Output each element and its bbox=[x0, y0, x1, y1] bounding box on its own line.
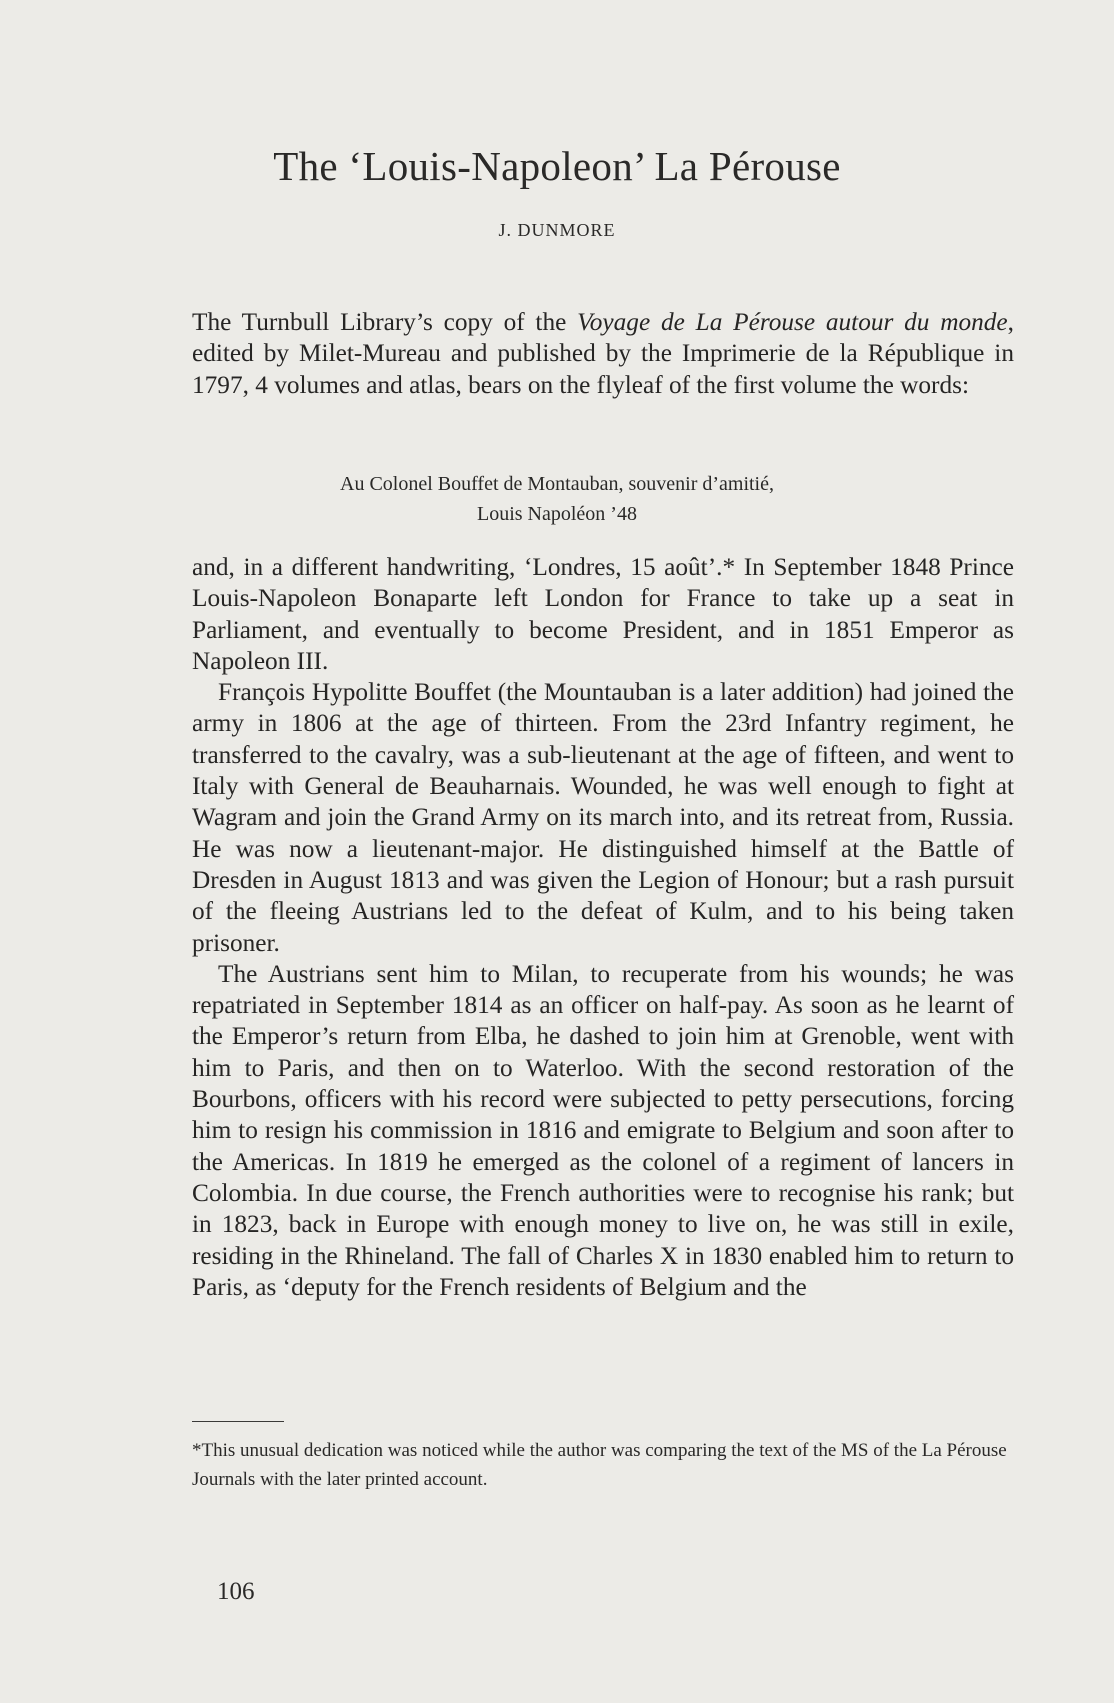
paragraph-continuation: and, in a different handwriting, ‘Londres, 15 août’.* In September 1848 Prince Louis-Napoleon Bonaparte left London for France to take up a seat in Parliament, and eventually to become President, and in 1851 Emperor as Napoleon III. bbox=[192, 553, 1014, 675]
intro-paragraph bbox=[192, 307, 1014, 401]
article-author: J. DUNMORE bbox=[498, 220, 616, 240]
footnote-rule bbox=[192, 1421, 284, 1422]
intro-text-end: , edited by Milet-Mureau and published by the Imprimerie de la République in 1797, 4 volumes and atlas, bears on the flyleaf of the first volume the words: bbox=[192, 308, 1014, 399]
book-title-italic: Voyage de La Pérouse autour du monde bbox=[577, 308, 1008, 336]
paragraph-milan-waterloo: The Austrians sent him to Milan, to recuperate from his wounds; he was repatriated in September 1814 as an officer on half-pay. As soon as he learnt of the Emperor’s return from Elba, he dashed to join him at Grenoble, went with him to Paris, and then on to Waterloo. With the second restoration of the Bourbons, officers with his record were subjected to petty persecutions, forcing him to resign his commission in 1816 and emigrate to Belgium and soon after to the Americas. In 1819 he emerged as the colonel of a regiment of lancers in Colombia. In due course, the French authorities were to recognise his rank; but in 1823, back in Europe with enough money to live on, he was still in exile, residing in the Rhineland. The fall of Charles X in 1830 enabled him to return to Paris, as ‘deputy for the French residents of Belgium and the bbox=[192, 959, 1014, 1301]
intro-text-start: The Turnbull Library’s copy of the bbox=[192, 308, 578, 336]
footnote: *This unusual dedication was noticed while the author was comparing the text of the MS of the La Pérouse Journals with the later printed account. bbox=[192, 1440, 1007, 1490]
main-text bbox=[192, 552, 1014, 1303]
paragraph-bouffet-career: François Hypolitte Bouffet (the Mountauban is a later addition) had joined the army in 1806 at the age of thirteen. From the 23rd Infantry regiment, he transferred to the cavalry, was a sub-lieutenant at the age of fifteen, and went to Italy with General de Beauharnais. Wounded, he was well enough to fight at Wagram and join the Grand Army on its march into, and its retreat from, Russia. He was now a lieutenant-major. He distinguished himself at the Battle of Dresden in August 1813 and was given the Legion of Honour; but a rash pursuit of the fleeing Austrians led to the defeat of Kulm, and to his being taken prisoner. bbox=[192, 678, 1014, 957]
dedication-line-2: Louis Napoléon ’48 bbox=[477, 503, 637, 525]
dedication-quote bbox=[0, 469, 1114, 529]
dedication-line-1: Au Colonel Bouffet de Montauban, souvenir d’amitié, bbox=[340, 473, 774, 495]
article-title: The ‘Louis-Napoleon’ La Pérouse bbox=[273, 143, 841, 189]
page-number: 106 bbox=[217, 1578, 255, 1605]
